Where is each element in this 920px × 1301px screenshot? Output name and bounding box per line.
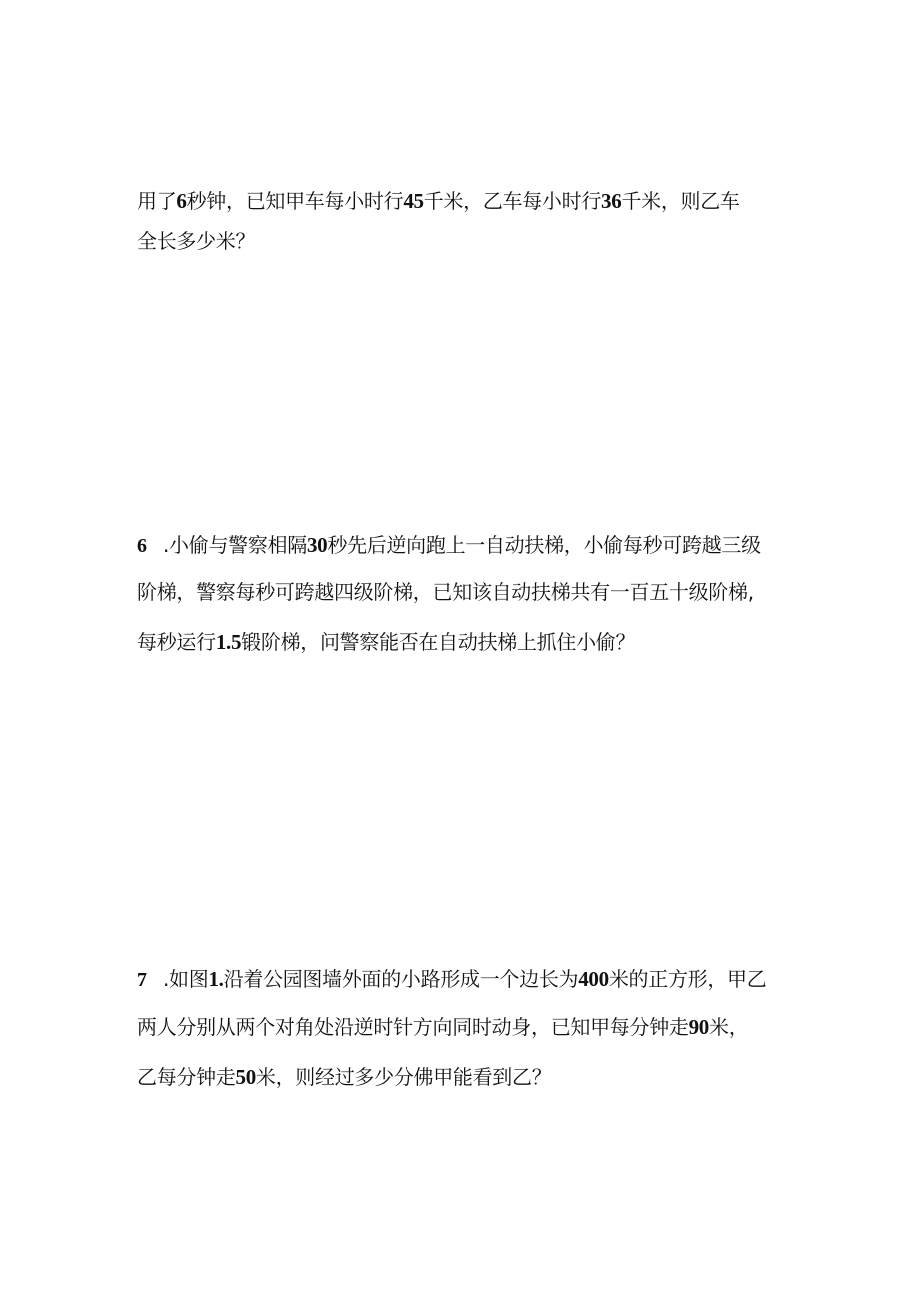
continuation-line-1: 用了6秒钟，已知甲车每小时行45千米，乙车每小时行36千米，则乙车 [137, 189, 740, 213]
question-number: 7 [137, 969, 147, 991]
question-7-line-2: 两人分别从两个对角处沿逆时针方向同时动身，已知甲每分钟走90米， [137, 1015, 749, 1039]
question-number: 6 [137, 535, 147, 557]
continuation-line-2: 全长多少米？ [137, 229, 256, 253]
question-6-line-1: 6 .小偷与警察相隔30秒先后逆向跑上一自动扶梯，小偷每秒可跨越三级 [137, 531, 797, 560]
question-7-line-3: 乙每分钟走50米，则经过多少分佛甲能看到乙？ [137, 1065, 552, 1089]
question-6-line-3: 每秒运行1.5锻阶梯，问警察能否在自动扶梯上抓住小偷？ [137, 630, 636, 654]
question-7-line-1: 7 .如图1.沿着公园图墙外面的小路形成一个边长为400米的正方形，甲乙 [137, 965, 797, 994]
question-6-line-2: 阶梯，警察每秒可跨越四级阶梯，已知该自动扶梯共有一百五十级阶梯, [137, 580, 754, 604]
